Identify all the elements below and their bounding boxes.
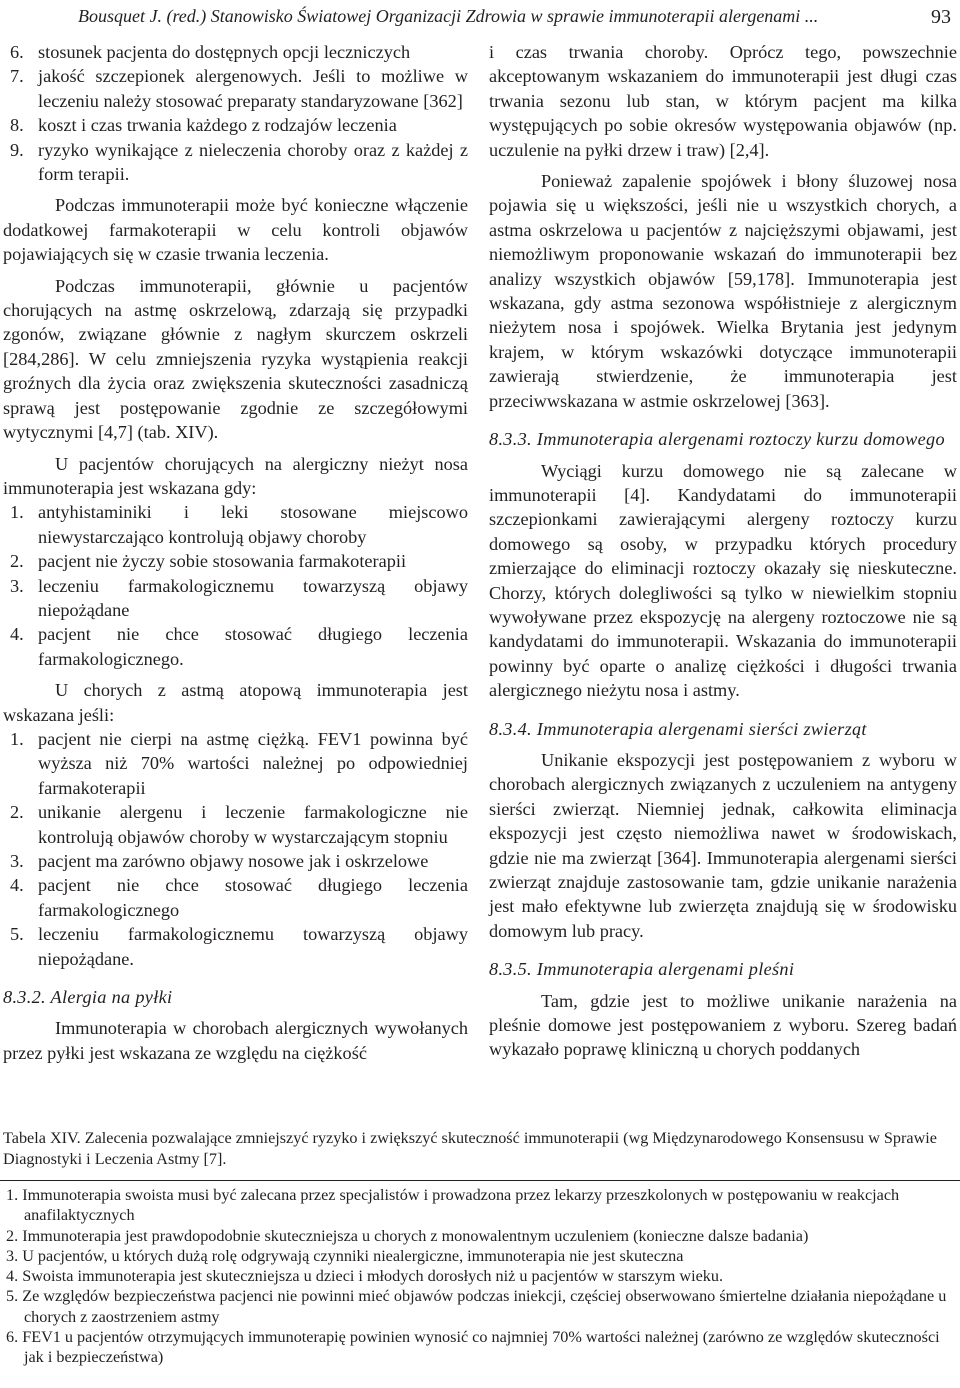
table-row: 3. U pacjentów, u których dużą rolę odgrywają czynniki niealergiczne, immunoterapia nie jest skuteczna (6, 1246, 684, 1265)
section-heading: 8.3.2. Alergia na pyłki (3, 987, 173, 1008)
list-item: 5. leczeniu farmakologicznemu towarzyszą objawy niepożądane. (10, 924, 468, 969)
table-row: 2. Immunoterapia jest prawdopodobnie skuteczniejsza u chorych z monowalentnym uczuleniem (konieczne dalsze badania) (6, 1226, 809, 1245)
list-item: 2. unikanie alergenu i leczenie farmakologiczne nie kontrolują objawów choroby w wystarczającym stopniu (10, 802, 468, 847)
table-row: 5. Ze względów bezpieczeństwa pacjenci nie powinni mieć objawów podczas iniekcji, częściej obserwowano śmiertelne działania niepożądane u chorych z zaostrzeniem astmy (6, 1287, 947, 1326)
list-item: 8. koszt i czas trwania każdego z rodzajów leczenia (10, 115, 397, 136)
section-heading: 8.3.4. Immunoterapia alergenami sierści zwierząt (489, 718, 867, 739)
paragraph: Tam, gdzie jest to możliwe unikanie narażenia na pleśnie domowe jest postępowaniem z wyboru. Szereg badań wykazało poprawę kliniczną u chorych poddanych (489, 990, 957, 1060)
list-item: 3. leczeniu farmakologicznemu towarzyszą objawy niepożądane (10, 575, 468, 620)
running-title: Bousquet J. (red.) Stanowisko Światowej Organizacji Zdrowia w sprawie immunoterapii alergenami ... (78, 6, 819, 26)
table-body (3, 1185, 955, 1368)
page-number: 93 (931, 6, 951, 28)
list-item: 3. pacjent ma zarówno objawy nosowe jak i oskrzelowe (10, 851, 429, 871)
list-item: 6. stosunek pacjenta do dostępnych opcji leczniczych (10, 42, 411, 62)
list-item: 1. pacjent nie cierpi na astmę ciężką. FEV1 powinna być wyższa niż 70% wartości należnej po odpowiedniej farmakoterapii (10, 728, 468, 798)
asthma-indications-list (3, 727, 468, 971)
paragraph: U pacjentów chorujących na alergiczny nieżyt nosa immunoterapia jest wskazana gdy: (3, 453, 468, 498)
criteria-list (3, 40, 468, 186)
right-column (489, 40, 957, 1062)
table-rule (0, 1180, 960, 1181)
list-item: 2. pacjent nie życzy sobie stosowania farmakoterapii (10, 551, 407, 572)
list-item: 1. antyhistaminiki i leki stosowane miejscowo niewystarczająco kontrolują objawy choroby (10, 502, 468, 547)
list-item: 7. jakość szczepionek alergenowych. Jeśli to możliwe w leczeniu należy stosować preparaty standaryzowane [362] (10, 66, 468, 111)
rhinitis-indications-list (3, 500, 468, 671)
section-heading: 8.3.3. Immunoterapia alergenami roztoczy kurzu domowego (489, 429, 945, 450)
list-item: 4. pacjent nie chce stosować długiego leczenia farmakologicznego. (10, 624, 468, 669)
table-row: 4. Swoista immunoterapia jest skuteczniejsza u dzieci i młodych dorosłych niż u pacjentów w starszym wieku. (6, 1267, 724, 1286)
left-column (3, 40, 468, 1065)
table-row: 1. Immunoterapia swoista musi być zalecana przez specjalistów i prowadzona przez lekarzy przeszkolonych w postępowaniu w reakcjach anafilaktycznych (6, 1186, 900, 1225)
paragraph: Podczas immunoterapii, głównie u pacjentów chorujących na astmę oskrzelową, zdarzają się przypadki zgonów, związane głównie z nagłym skurczem oskrzeli [284,286]. W celu zmniejszenia ryzyka wystąpienia reakcji groźnych dla życia oraz zwiększenia skuteczności zasadniczą sprawą jest postępowanie zgodnie ze szczegółowymi wytycznymi [4,7] (tab. XIV). (3, 275, 468, 443)
paragraph: i czas trwania choroby. Oprócz tego, powszechnie akceptowanym wskazaniem do immunoterapii jest długi czas trwania sezonu lub stan, w którym pacjent ma kilka występujących po sobie okresów występowania objawów (np. uczulenie na pyłki drzew i traw) [2,4]. (489, 42, 957, 160)
table-caption (3, 1128, 953, 1171)
running-header (0, 6, 960, 32)
table-row: 6. FEV1 u pacjentów otrzymujących immunoterapię powinien wynosić co najmniej 70% wartości należnej (zarówno ze względów skuteczności jak i bezpieczeństwa) (6, 1328, 940, 1367)
paragraph: Ponieważ zapalenie spojówek i błony śluzowej nosa pojawia się u większości, jeśli nie u wszystkich chorych, a astma oskrzelowa u pacjentów z najcięższymi objawami, jest niemożliwym proponowanie wskazań do immunoterapii bez analizy wszystkich objawów [59,178]. Immunoterapia jest wskazana, gdy astma sezonowa współistnieje z alergicznym nieżytem nosa i spojówek. Wielka Brytania jest jedynym krajem, w którym wskazówki dotyczące immunoterapii zawierają stwierdzenie, że immunoterapia jest przeciwwskazana w astmie oskrzelowej [363]. (489, 171, 957, 411)
section-heading: 8.3.5. Immunoterapia alergenami pleśni (489, 959, 795, 980)
list-item: 4. pacjent nie chce stosować długiego leczenia farmakologicznego (10, 875, 468, 920)
table-caption-text: Tabela XIV. Zalecenia pozwalające zmniejszyć ryzyko i zwiększyć skuteczność immunoterapii (wg Międzynarodowego Konsensusu w Sprawie Diagnostyki i Leczenia Astmy [7]. (3, 1129, 937, 1169)
paragraph: Immunoterapia w chorobach alergicznych wywołanych przez pyłki jest wskazana ze względu na ciężkość (3, 1018, 468, 1063)
paragraph: U chorych z astmą atopową immunoterapia jest wskazana jeśli: (3, 680, 468, 725)
paragraph: Unikanie ekspozycji jest postępowaniem z wyboru w chorobach alergicznych związanych z uczuleniem na antygeny sierści zwierząt. Niemniej jednak, całkowita eliminacja ekspozycji jest często niemożliwa nawet w środowiskach, gdzie nie ma zwierząt [364]. Immunoterapia alergenami sierści zwierząt znajduje zastosowanie tam, gdzie unikanie narażenia jest mało efektywne lub zwierzęta znajdują się w środowisku domowym lub pracy. (489, 749, 957, 941)
paragraph: Podczas immunoterapii może być konieczne włączenie dodatkowej farmakoterapii w celu kontroli objawów pojawiających się w czasie trwania leczenia. (3, 195, 468, 265)
paragraph: Wyciągi kurzu domowego nie są zalecane w immunoterapii [4]. Kandydatami do immunoterapii szczepionkami zawierającymi alergeny roztoczy kurzu domowego są osoby, w przypadku których procedury zmierzające do eliminacji roztoczy okazały się nieskuteczne. Chorzy, których dolegliwości są tylko w niewielkim stopniu wywoływane przez ekspozycję na alergeny roztoczowe nie są kandydatami do immunoterapii. Wskazania do immunoterapii powinny być oparte o analizę ciężkości i długości trwania alergicznego nieżytu nosa i astmy. (489, 460, 957, 701)
list-item: 9. ryzyko wynikające z nieleczenia choroby oraz z każdej z form terapii. (10, 139, 468, 185)
